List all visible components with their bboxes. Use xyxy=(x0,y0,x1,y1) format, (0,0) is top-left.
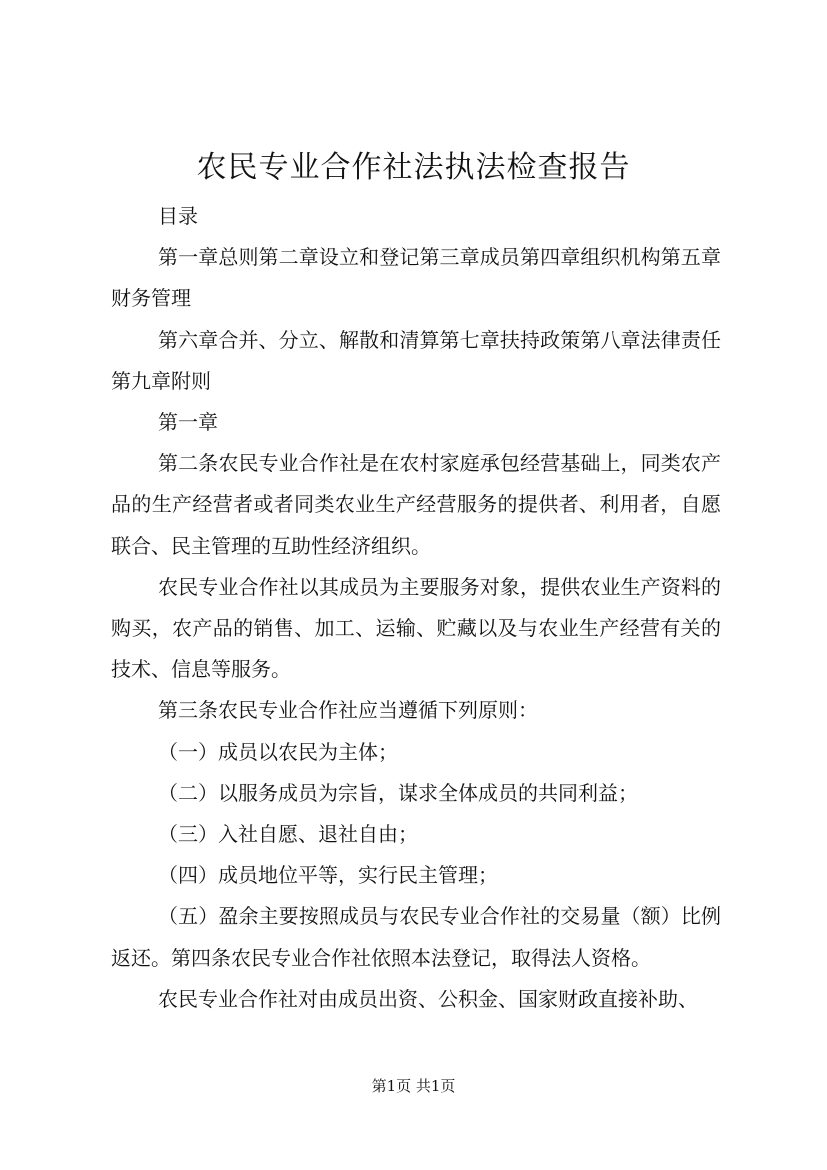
paragraph-principle-2: （二）以服务成员为宗旨，谋求全体成员的共同利益； xyxy=(158,780,638,805)
paragraph-assets: 农民专业合作社对由成员出资、公积金、国家财政直接补助、 xyxy=(158,986,698,1011)
paragraph-article-2-service: 农民专业合作社以其成员为主要服务对象，提供农业生产资料的购买，农产品的销售、加工、运输、贮藏以及与农业生产经营有关的技术、信息等服务。 xyxy=(111,574,721,682)
paragraph-article-3: 第三条农民专业合作社应当遵循下列原则： xyxy=(158,698,538,723)
paragraph-principle-5: （五）盈余主要按照成员与农民专业合作社的交易量（额）比例返还。第四条农民专业合作社依照本法登记，取得法人资格。 xyxy=(111,904,721,970)
paragraph-principle-1: （一）成员以农民为主体； xyxy=(158,739,398,764)
paragraph-principle-4: （四）成员地位平等，实行民主管理； xyxy=(158,863,498,888)
paragraph-toc-line-2: 第六章合并、分立、解散和清算第七章扶持政策第八章法律责任第九章附则 xyxy=(111,327,721,393)
paragraph-toc-heading: 目录 xyxy=(158,204,198,228)
paragraph-chapter-1: 第一章 xyxy=(158,410,218,435)
document-body xyxy=(111,196,721,1020)
paragraph-principle-3: （三）入社自愿、退社自由； xyxy=(158,822,418,847)
paragraph-article-2: 第二条农民专业合作社是在农村家庭承包经营基础上，同类农产品的生产经营者或者同类农业生产经营服务的提供者、利用者，自愿联合、民主管理的互助性经济组织。 xyxy=(111,451,721,558)
paragraph-toc-line-1: 第一章总则第二章设立和登记第三章成员第四章组织机构第五章财务管理 xyxy=(111,245,721,311)
document-title: 农民专业合作社法执法检查报告 xyxy=(196,150,631,185)
page-number-footer: 第1页 共1页 xyxy=(371,1077,456,1095)
